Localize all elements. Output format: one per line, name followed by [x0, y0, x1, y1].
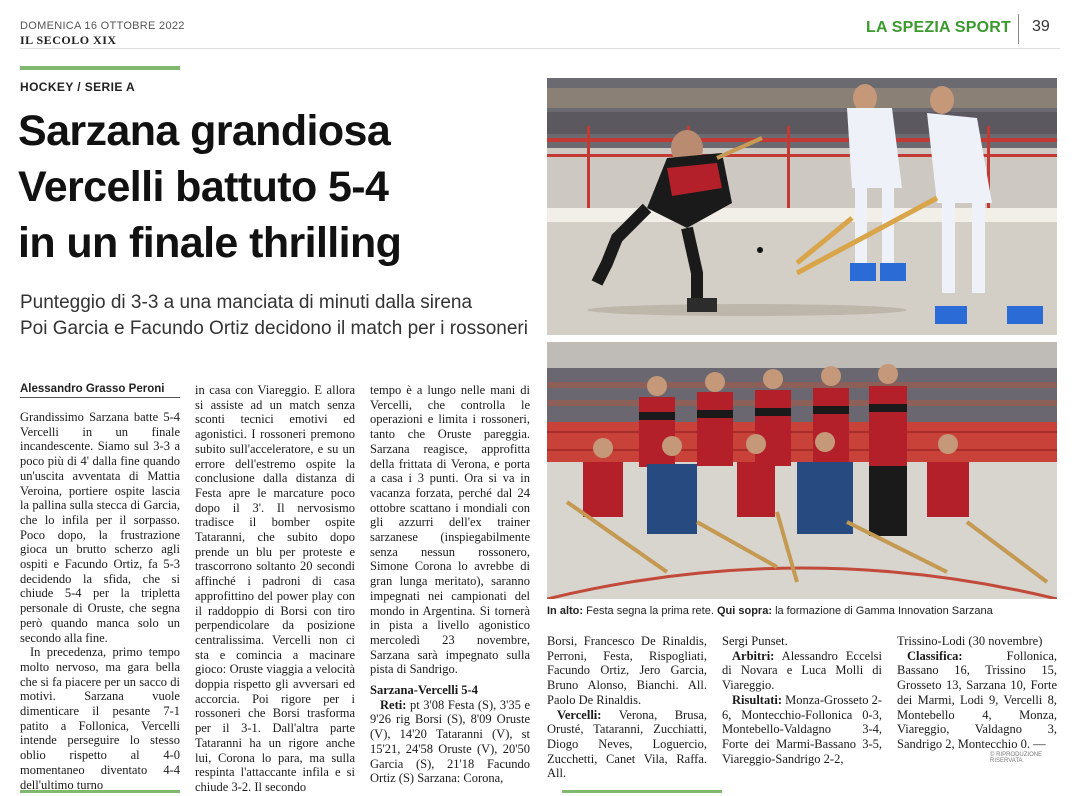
deck-line: Poi Garcia e Facundo Ortiz decidono il match per i rossoneri: [20, 318, 528, 339]
photo-caption: [547, 605, 1057, 617]
team-photo: [547, 342, 1057, 599]
article-deck: [20, 290, 540, 342]
results-label: Risultati:: [732, 692, 782, 707]
headline-line: Vercelli battuto 5-4: [18, 163, 389, 211]
coach-text: Sergi Punset.: [722, 634, 788, 648]
article-column-3: [370, 383, 530, 786]
section-title: LA SPEZIA SPORT: [866, 19, 1011, 36]
results-text: Monza-Grosseto 2-6, Montecchio-Follonica 0-3, Montebello-Valdagno 3-4, Forte dei Marmi-Bassano 3-5, Viareggio-Sandrigo 2-2,: [722, 692, 882, 766]
article-headline: [18, 103, 538, 271]
lineup-text: Borsi, Francesco De Rinaldis, Perroni, Festa, Rispogliati, Facundo Ortiz, Jero Garcia, Bruno Alonso, Bianchi. All. Paolo De Rinaldis.: [547, 634, 707, 707]
page-number: 39: [1032, 18, 1050, 35]
body-paragraph: tempo è a lungo nelle mani di Vercelli, che controlla le operazioni e limita i rossoneri, tanto che Oruste pareggia. Sarzana reagisce, approfitta della frittata di Verona, e porta a casa i 3 punti. Ora si va in vacanza forzata, perché dal 24 ottobre scattano i mondiali con gli azzurri dell'ex trainer sarzanese (inspiegabilmente senza nessun rossonero, Simone Corona lo avrebbe di gran lunga meritato), saranno impegnati nei campionati del mondo in Argentina. Si tornerà in pista a livello agonistico mercoledì 23 novembre, Sarzana sarà impegnato sulla pista di Sandrigo.: [370, 383, 530, 677]
standings-text: Follonica, Bassano 16, Trissino 15, Grosseto 13, Sarzana 10, Forte dei Marmi, Lodi 9, Vercelli 8, Montebello 4, Monza, Viareggio, Valdagno 3, Sandrigo 2, Montecchio 0. —: [897, 648, 1057, 751]
caption-label: Qui sopra:: [716, 605, 772, 617]
team-photo-image: [547, 342, 1057, 599]
standings: [897, 649, 1057, 752]
lineup-vercelli: [547, 708, 707, 782]
body-paragraph: Grandissimo Sarzana batte 5-4 Vercelli in un finale incandescente. Siamo sul 3-3 a poco più di 4' dalla fine quando un'uscita avventata di Mattia Veroina, portiere ospite lascia la pallina sulla stecca di Garcia, che lo infila per il sorpasso. Poco dopo, la frustrazione gioca un brutto scherzo agli ospiti e Facundo Ortiz, fa 5-3 decidendo la sfida, che si chiude 5-4 per la tripletta personale di Oruste, che segna però quando manca solo un secondo alla fine.: [20, 410, 180, 645]
lineup-label: Vercelli:: [557, 707, 602, 722]
headline-line: in un finale thrilling: [18, 219, 402, 267]
standings-label: Classifica:: [907, 648, 963, 663]
deck-line: Punteggio di 3-3 a una manciata di minuti dalla sirena: [20, 292, 473, 313]
lineup-text: Verona, Brusa, Orusté, Tataranni, Zucchiatti, Diogo Neves, Loguercio, Zucchetti, Canet Vila, Raffa. All.: [547, 707, 707, 781]
header-rule: [20, 48, 1060, 49]
postponed-match: Trissino-Lodi (30 novembre): [897, 634, 1043, 648]
referees-label: Arbitri:: [732, 648, 775, 663]
match-goals: [370, 698, 530, 786]
header-divider: [1018, 14, 1019, 44]
results: [722, 693, 882, 767]
action-photo-image: [547, 78, 1057, 335]
referees: [722, 649, 882, 693]
headline-line: Sarzana grandiosa: [18, 107, 391, 155]
caption-text: la formazione di Gamma Innovation Sarzana: [775, 605, 993, 617]
referees-text: Alessandro Eccelsi di Novara e Luca Molli di Viareggio.: [722, 648, 882, 693]
accent-bar-bottom-right: [562, 790, 722, 793]
issue-date: DOMENICA 16 OTTOBRE 2022: [20, 20, 185, 32]
byline: Alessandro Grasso Peroni: [20, 383, 180, 398]
article-column-1: [20, 410, 180, 792]
newspaper-name: IL SECOLO XIX: [20, 33, 117, 47]
body-paragraph: In precedenza, primo tempo molto nervoso, ma gara bella che si fa piacere per un sacco di motivi. Sarzana vuole dimenticare il pesante 7-1 patito a Follonica, Vercelli intende perseguire lo stesso oblio rispetto al 4-0 momentaneo diventato 4-4 dell'ultimo turno: [20, 645, 180, 792]
article-column-6: [897, 634, 1057, 752]
copyright-note: © RIPRODUZIONE RISERVATA: [990, 752, 1043, 764]
match-box-title: Sarzana-Vercelli 5-4: [370, 683, 478, 698]
action-photo: [547, 78, 1057, 335]
article-column-4: [547, 634, 707, 781]
caption-text: Festa segna la prima rete.: [586, 605, 714, 617]
article-kicker: HOCKEY / SERIE A: [20, 80, 136, 94]
body-paragraph: in casa con Viareggio. E allora si assiste ad un match senza sconti tecnici emotivi ed agonistici. I rossoneri premono subito sull'acceleratore, e su un errore dell'estremo ospite la conclusione dalla distanza di Festa apre le marcature poco dopo il 3'. Il nervosismo tradisce il bomber ospite Tataranni, che subito dopo prende un blu per proteste e trascorrono soltanto 20 secondi affinché i padroni di casa approfittino del power play con il raddoppio di Borsi con tiro perpendicolare da posizione centralissima. Vercelli non ci sta e comincia a macinare gioco: Oruste viaggia a velocità doppia rispetto gli avversari ed accorcia. Poi rigore per i rossoneri che Borsi trasforma per il 3-1. Dall'altra parte Tataranni ha un rigore anche lui, Corona lo para, ma sulla respinta l'attaccante infila e si chiude 3-2. Il secondo: [195, 383, 355, 794]
goals-text: pt 3'08 Festa (S), 3'35 e 9'26 rig Borsi (S), 8'09 Oruste (V), 14'20 Tataranni (V), st 15'21, 24'58 Oruste (V), 20'50 Garcia (S), 21'18 Facundo Ortiz (S) Sarzana: Corona,: [370, 697, 530, 786]
article-column-2: [195, 383, 355, 795]
caption-label: In alto:: [547, 605, 584, 617]
accent-bar: [20, 66, 180, 70]
goals-label: Reti:: [380, 697, 407, 712]
article-column-5: [722, 634, 882, 766]
